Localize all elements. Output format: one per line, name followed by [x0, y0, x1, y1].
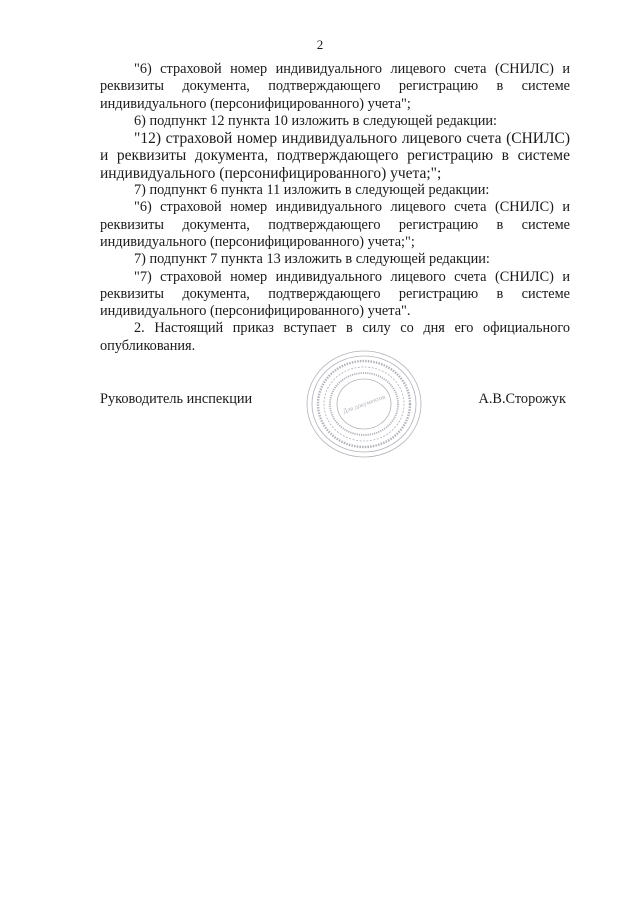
page-number: 2	[316, 37, 324, 52]
document-body	[100, 61, 570, 355]
official-seal-stamp	[304, 348, 424, 460]
paragraph: 7) подпункт 7 пункта 13 изложить в следующей редакции:	[134, 251, 490, 268]
signatory-title: Руководитель инспекции	[100, 391, 253, 407]
paragraph: "7) страховой номер индивидуального лицевого счета (СНИЛС) и реквизиты документа, подтверждающего регистрацию в системе индивидуального (персонифицированного) учета".	[100, 268, 570, 320]
paragraph: "6) страховой номер индивидуального лицевого счета (СНИЛС) и реквизиты документа, подтверждающего регистрацию в системе индивидуального (персонифицированного) учета";	[100, 61, 570, 112]
paragraph: "12) страховой номер индивидуального лицевого счета (СНИЛС) и реквизиты документа, подтверждающего регистрацию в системе индивидуального (персонифицированного) учета;";	[100, 130, 570, 182]
paragraph: 2. Настоящий приказ вступает в силу со дня его официального опубликования.	[100, 320, 570, 354]
signatory-name: А.В.Сторожук	[478, 391, 566, 407]
paragraph: 6) подпункт 12 пункта 10 изложить в следующей редакции:	[134, 112, 498, 129]
seal-center-text: Для документов	[341, 393, 387, 416]
paragraph: 7) подпункт 6 пункта 11 изложить в следующей редакции:	[134, 182, 490, 199]
paragraph: "6) страховой номер индивидуального лицевого счета (СНИЛС) и реквизиты документа, подтверждающего регистрацию в системе индивидуального (персонифицированного) учета;";	[100, 199, 570, 250]
